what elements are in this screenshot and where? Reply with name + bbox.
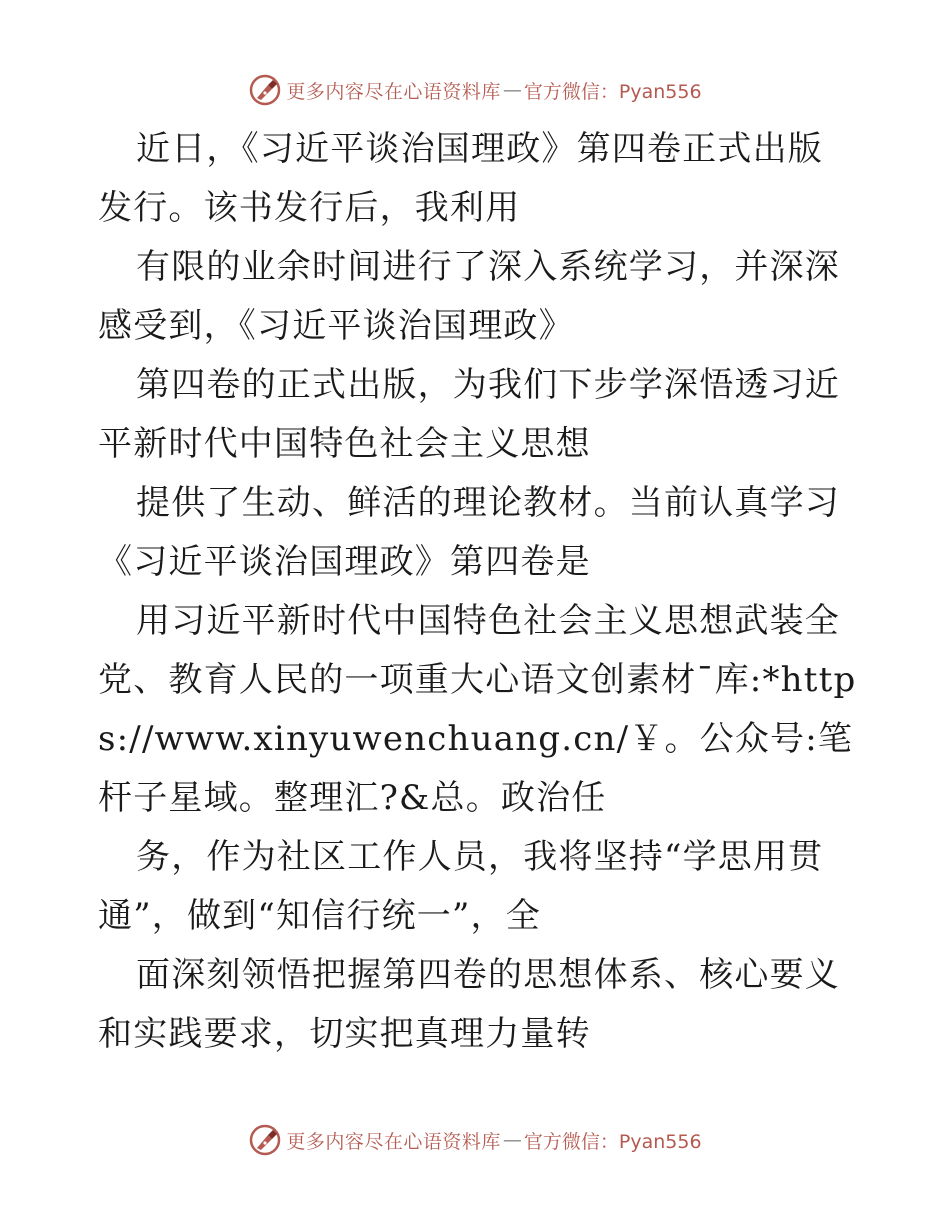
watermark-wechat: 官方微信：Pyan556 xyxy=(523,80,702,103)
watermark-text: 更多内容尽在心语资料库 xyxy=(286,80,501,103)
paragraph-1: 近日，《习近平谈治国理政》第四卷正式出版发行。该书发行后，我利用 xyxy=(98,129,823,228)
paragraph-3: 第四卷的正式出版，为我们下步学深悟透习近平新时代中国特色社会主义思想 xyxy=(98,365,840,464)
watermark-separator: — xyxy=(502,79,522,101)
paragraph-4: 提供了生动、鲜活的理论教材。当前认真学习《习近平谈治国理政》第四卷是 xyxy=(98,483,840,582)
watermark-wechat: 官方微信：Pyan556 xyxy=(523,1130,702,1153)
paragraph-2: 有限的业余时间进行了深入系统学习，并深深感受到，《习近平谈治国理政》 xyxy=(98,247,840,346)
pen-nib-logo-icon xyxy=(248,1123,282,1157)
document-body xyxy=(98,120,858,1064)
watermark-text: 更多内容尽在心语资料库 xyxy=(286,1130,501,1153)
footer-watermark xyxy=(0,1120,950,1160)
pen-nib-logo-icon xyxy=(248,73,282,107)
paragraph-7: 面深刻领悟把握第四卷的思想体系、核心要义和实践要求，切实把真理力量转 xyxy=(98,955,840,1054)
watermark-separator: — xyxy=(502,1129,522,1151)
paragraph-5: 用习近平新时代中国特色社会主义思想武装全党、教育人民的一项重大心语文创素材¯库:*https://www.xinyuwenchuang.cn/￥。公众号:笔杆子星域。整理汇?&总。政治任 xyxy=(98,601,857,818)
header-watermark xyxy=(0,70,950,110)
paragraph-6: 务，作为社区工作人员，我将坚持“学思用贯通”，做到“知信行统一”，全 xyxy=(98,837,824,936)
